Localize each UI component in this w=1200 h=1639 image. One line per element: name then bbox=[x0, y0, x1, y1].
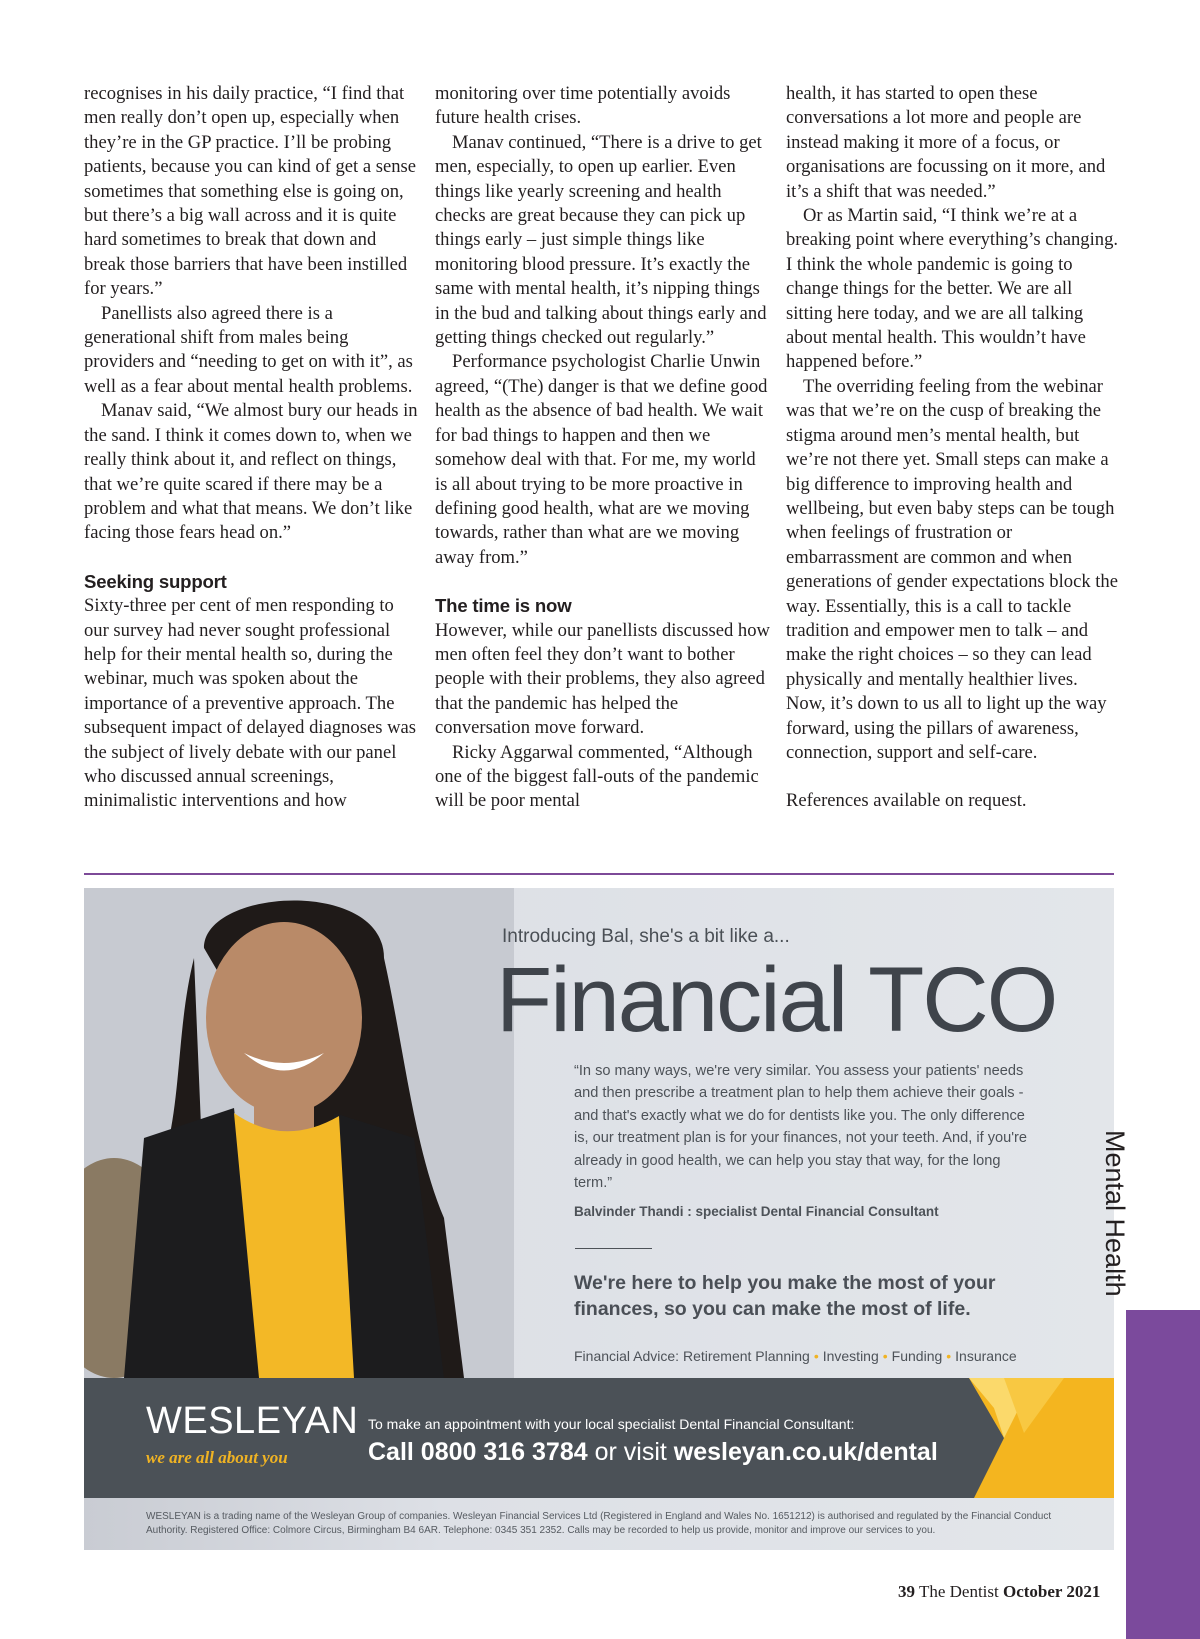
references-note: References available on request. bbox=[786, 790, 1027, 812]
cta-or: or visit bbox=[594, 1438, 667, 1466]
consultant-photo bbox=[84, 888, 514, 1378]
paragraph: Performance psychologist Charlie Unwin agreed, “(The) danger is that we define good health as the absence of bad health. We wait for bad things to happen and then we somehow deal with that. For me, my world is all about trying to be more proactive in defining good health, what are we moving towards, rather than what are we moving away from.” bbox=[435, 351, 768, 568]
paragraph: health, it has started to open these conversations a lot more and people are instead making it more of a focus, or organisations are focussing on it more, and it’s a shift that was needed.” bbox=[786, 83, 1106, 202]
cta-line bbox=[368, 1438, 938, 1467]
section-tab-marker bbox=[1126, 1310, 1200, 1639]
section-heading-seeking-support: Seeking support bbox=[84, 570, 227, 592]
article-column-3 bbox=[786, 82, 1121, 864]
article-column-2 bbox=[435, 82, 770, 864]
advert-divider bbox=[575, 1248, 652, 1249]
issue-date: October 2021 bbox=[1003, 1582, 1101, 1601]
paragraph: Or as Martin said, “I think we’re at a breaking point where everything’s changing. I think the whole pandemic is going to change things for the better. We are all sitting here today, and we are all talking about mental health. This wouldn’t have happened before.” bbox=[786, 205, 1119, 373]
paragraph: However, while our panellists discussed how men often feel they don’t want to bother people with their problems, they also agreed that the pandemic has helped the conversation move forward. bbox=[435, 619, 770, 739]
paragraph: monitoring over time potentially avoids future health crises. bbox=[435, 83, 731, 129]
advert-services bbox=[574, 1348, 1017, 1364]
article-columns bbox=[84, 82, 1119, 864]
advert-title: Financial TCO bbox=[496, 949, 1057, 1051]
service-item: Retirement Planning bbox=[682, 1348, 810, 1364]
article-column-1 bbox=[84, 82, 419, 864]
advert-help-text: We're here to help you make the most of your finances, so you can make the most of life. bbox=[574, 1272, 996, 1320]
publication-name: The Dentist bbox=[918, 1582, 999, 1601]
paragraph: recognises in his daily practice, “I find that men really don’t open up, especially when they’re in the GP practice. I’ll be probing patients, because you can kind of get a sense sometimes that something else is going on, but there’s a big wall across and it is quite hard sometimes to break that down and break those barriers that have been instilled for years.” bbox=[84, 83, 416, 300]
yellow-stripes-graphic bbox=[964, 1378, 1114, 1498]
section-heading-time-is-now: The time is now bbox=[435, 595, 572, 617]
service-item: Funding bbox=[891, 1348, 943, 1364]
wesleyan-tagline: we are all about you bbox=[146, 1448, 288, 1467]
page-footer bbox=[898, 1582, 1100, 1602]
paragraph: The overriding feeling from the webinar was that we’re on the cusp of breaking the stigma around men’s mental health, but we’re not there yet. Small steps can make a big difference to improving health and wellbeing, but even baby steps can be tough when feelings of frustration or embarrassment are common and when generations of gender expectations block the way. Essentially, this is a call to tackle tradition and empower men to talk – and make the right choices – so they can lead physically and mentally healthier lives. Now, it’s down to us all to light up the way forward, using the pillars of awareness, connection, support and self-care. bbox=[786, 375, 1118, 763]
wesleyan-logo: WESLEYAN bbox=[146, 1400, 359, 1442]
paragraph: Ricky Aggarwal commented, “Although one of the biggest fall-outs of the pandemic will be poor mental bbox=[435, 741, 759, 812]
wesleyan-advert bbox=[84, 888, 1114, 1550]
paragraph: Sixty-three per cent of men responding to our survey had never sought professional help for their mental health so, during the webinar, much was spoken about the importance of a preventive approach. The subsequent impact of delayed diagnoses was the subject of lively debate with our panel who discussed annual screenings, minimalistic interventions and how bbox=[84, 595, 417, 812]
section-tab-label: Mental Health bbox=[1100, 1130, 1130, 1297]
cta-phone[interactable]: Call 0800 316 3784 bbox=[368, 1438, 588, 1466]
advert-disclaimer: WESLEYAN is a trading name of the Wesleyan Group of companies. Wesleyan Financial Services Ltd (Registered in England and Wales No. 1651212) is authorised and regulated by the Financial Conduct Authority. Registered Office: Colmore Circus, Birmingham B4 6AR. Telephone: 0345 351 2352. Calls may be recorded to help us provide, monitor and improve our services to you. bbox=[146, 1511, 1052, 1536]
cta-intro: To make an appointment with your local specialist Dental Financial Consultant: bbox=[368, 1416, 855, 1432]
paragraph: Manav continued, “There is a drive to get men, especially, to open up earlier. Even things like yearly screening and health checks are great because they can pick up things early – just simple things like monitoring blood pressure. It’s exactly the same with mental health, it’s nipping things in the bud and talking about things early and getting things checked out regularly.” bbox=[435, 131, 767, 349]
service-item: Insurance bbox=[955, 1348, 1017, 1364]
page-number: 39 bbox=[898, 1582, 915, 1601]
advert-quote: “In so many ways, we're very similar. You assess your patients' needs and then prescribe a treatment plan to help them achieve their goals - and that's exactly what we do for dentists like you. The only difference is, our treatment plan is for your finances, not your teeth. And, if you're already in good health, we can help you stay that way, for the long term.” bbox=[574, 1063, 1027, 1192]
service-item: Investing bbox=[822, 1348, 879, 1364]
cta-url-link[interactable]: wesleyan.co.uk/dental bbox=[673, 1438, 938, 1466]
bullet-dot-icon: • bbox=[882, 1348, 888, 1364]
bullet-dot-icon: • bbox=[946, 1348, 952, 1364]
section-divider bbox=[84, 873, 1114, 875]
advert-intro: Introducing Bal, she's a bit like a... bbox=[502, 926, 790, 947]
paragraph: Panellists also agreed there is a generational shift from males being providers and “needing to get on with it”, as well as a fear about mental health problems. bbox=[84, 302, 413, 397]
services-prefix: Financial Advice: bbox=[574, 1348, 680, 1364]
paragraph: Manav said, “We almost bury our heads in the sand. I think it comes down to, when we really think about it, and reflect on things, that we’re quite scared if there may be a problem and what that means. We don’t like facing those fears head on.” bbox=[84, 400, 418, 544]
bullet-dot-icon: • bbox=[813, 1348, 819, 1364]
advert-signature: Balvinder Thandi : specialist Dental Financial Consultant bbox=[574, 1204, 939, 1219]
